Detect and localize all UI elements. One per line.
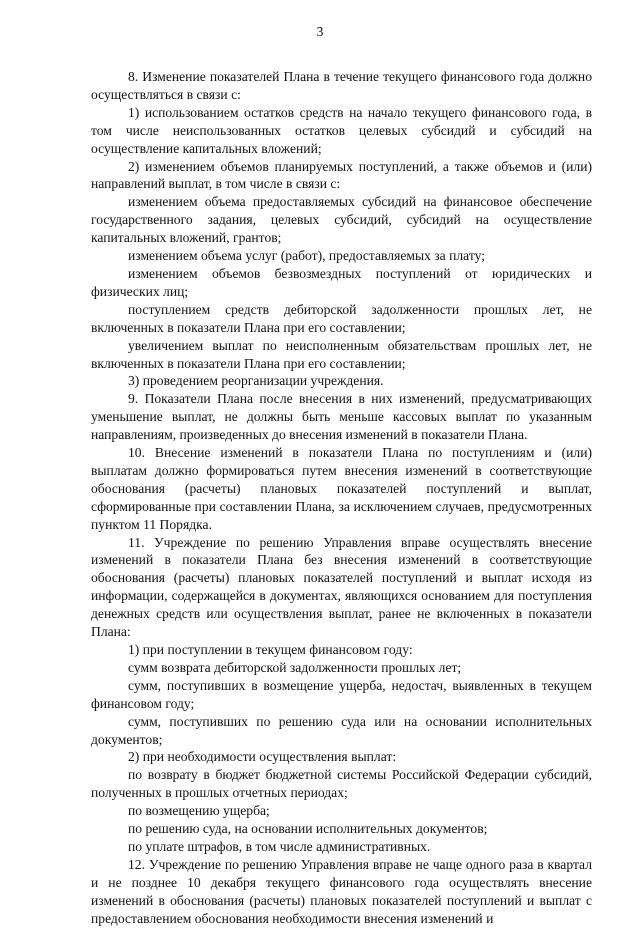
paragraph-8-item-2-obligations: увеличением выплат по неисполненным обязательствам прошлых лет, не включенных в показатели Плана при его составлении; xyxy=(91,337,592,371)
document-body xyxy=(91,68,592,928)
paragraph-8-item-2-receivables: поступлением средств дебиторской задолженности прошлых лет, не включенных в показатели Плана при его составлении; xyxy=(91,301,592,335)
paragraph-11-item-2-return: по возврату в бюджет бюджетной системы Российской Федерации субсидий, полученных в прошлых отчетных периодах; xyxy=(91,767,592,801)
paragraph-8-item-3: 3) проведением реорганизации учреждения. xyxy=(128,373,384,389)
paragraph-11-item-1: 1) при поступлении в текущем финансовом году: xyxy=(128,642,413,657)
paragraph-8-intro: 8. Изменение показателей Плана в течение текущего финансового года должно осуществляться в связи с: xyxy=(91,69,592,102)
paragraph-9: 9. Показатели Плана после внесения в них изменений, предусматривающих уменьшение выплат, не должны быть меньше кассовых выплат по указанным направлениям, произведенных до внесения изменений в показатели Плана. xyxy=(91,391,592,443)
paragraph-8-item-2-subsidies: изменением объема предоставляемых субсидий на финансовое обеспечение государственного задания, целевых субсидий, субсидий на осуществление капитальных вложений, грантов; xyxy=(91,194,592,246)
paragraph-8-item-1: 1) использованием остатков средств на начало текущего финансового года, в том числе неиспользованных остатков целевых субсидий и субсидий на осуществление капитальных вложений; xyxy=(91,104,592,156)
paragraph-8-item-2-gratuitous: изменением объемов безвозмездных поступлений от юридических и физических лиц; xyxy=(91,265,592,299)
paragraph-11-item-2-court: по решению суда, на основании исполнительных документов; xyxy=(128,821,488,837)
paragraph-11-item-1-court: сумм, поступивших по решению суда или на основании исполнительных документов; xyxy=(91,713,592,747)
paragraph-11-item-2: 2) при необходимости осуществления выплат: xyxy=(128,749,397,765)
paragraph-11-item-2-compensation: по возмещению ущерба; xyxy=(128,803,270,819)
paragraph-11-intro: 11. Учреждение по решению Управления вправе осуществлять внесение изменений в показатели Плана без внесения изменений в соответствующие обоснования (расчеты) плановых показателей поступлений и выплат исходя из информации, содержащейся в документах, являющихся основанием для поступления денежных средств или осуществления выплат, ранее не включенных в показатели Плана: xyxy=(91,534,592,640)
paragraph-10: 10. Внесение изменений в показатели Плана по поступлениям и (или) выплатам должно формироваться путем внесения изменений в соответствующие обоснования (расчеты) плановых показателей поступлений и выплат, сформированные при составлении Плана, за исключением случаев, предусмотренных пунктом 11 Порядка. xyxy=(91,445,592,532)
paragraph-8-item-2: 2) изменением объемов планируемых поступлений, а также объемов и (или) направлений выплат, в том числе в связи с: xyxy=(91,158,592,192)
paragraph-8-item-2-services: изменением объема услуг (работ), предоставляемых за плату; xyxy=(128,248,485,264)
paragraph-11-item-2-fines: по уплате штрафов, в том числе административных. xyxy=(128,838,431,854)
paragraph-11-item-1-receivables: сумм возврата дебиторской задолженности прошлых лет; xyxy=(128,659,462,675)
page-number: 3 xyxy=(316,24,324,39)
paragraph-11-item-1-damages: сумм, поступивших в возмещение ущерба, недостач, выявленных в текущем финансовом году; xyxy=(91,677,592,711)
paragraph-12: 12. Учреждение по решению Управления вправе не чаще одного раза в квартал и не позднее 10 декабря текущего финансового года осуществлять внесение изменений в обоснования (расчеты) плановых показателей поступлений и выплат с предоставлением обоснования необходимости внесения изменений и xyxy=(91,856,592,926)
